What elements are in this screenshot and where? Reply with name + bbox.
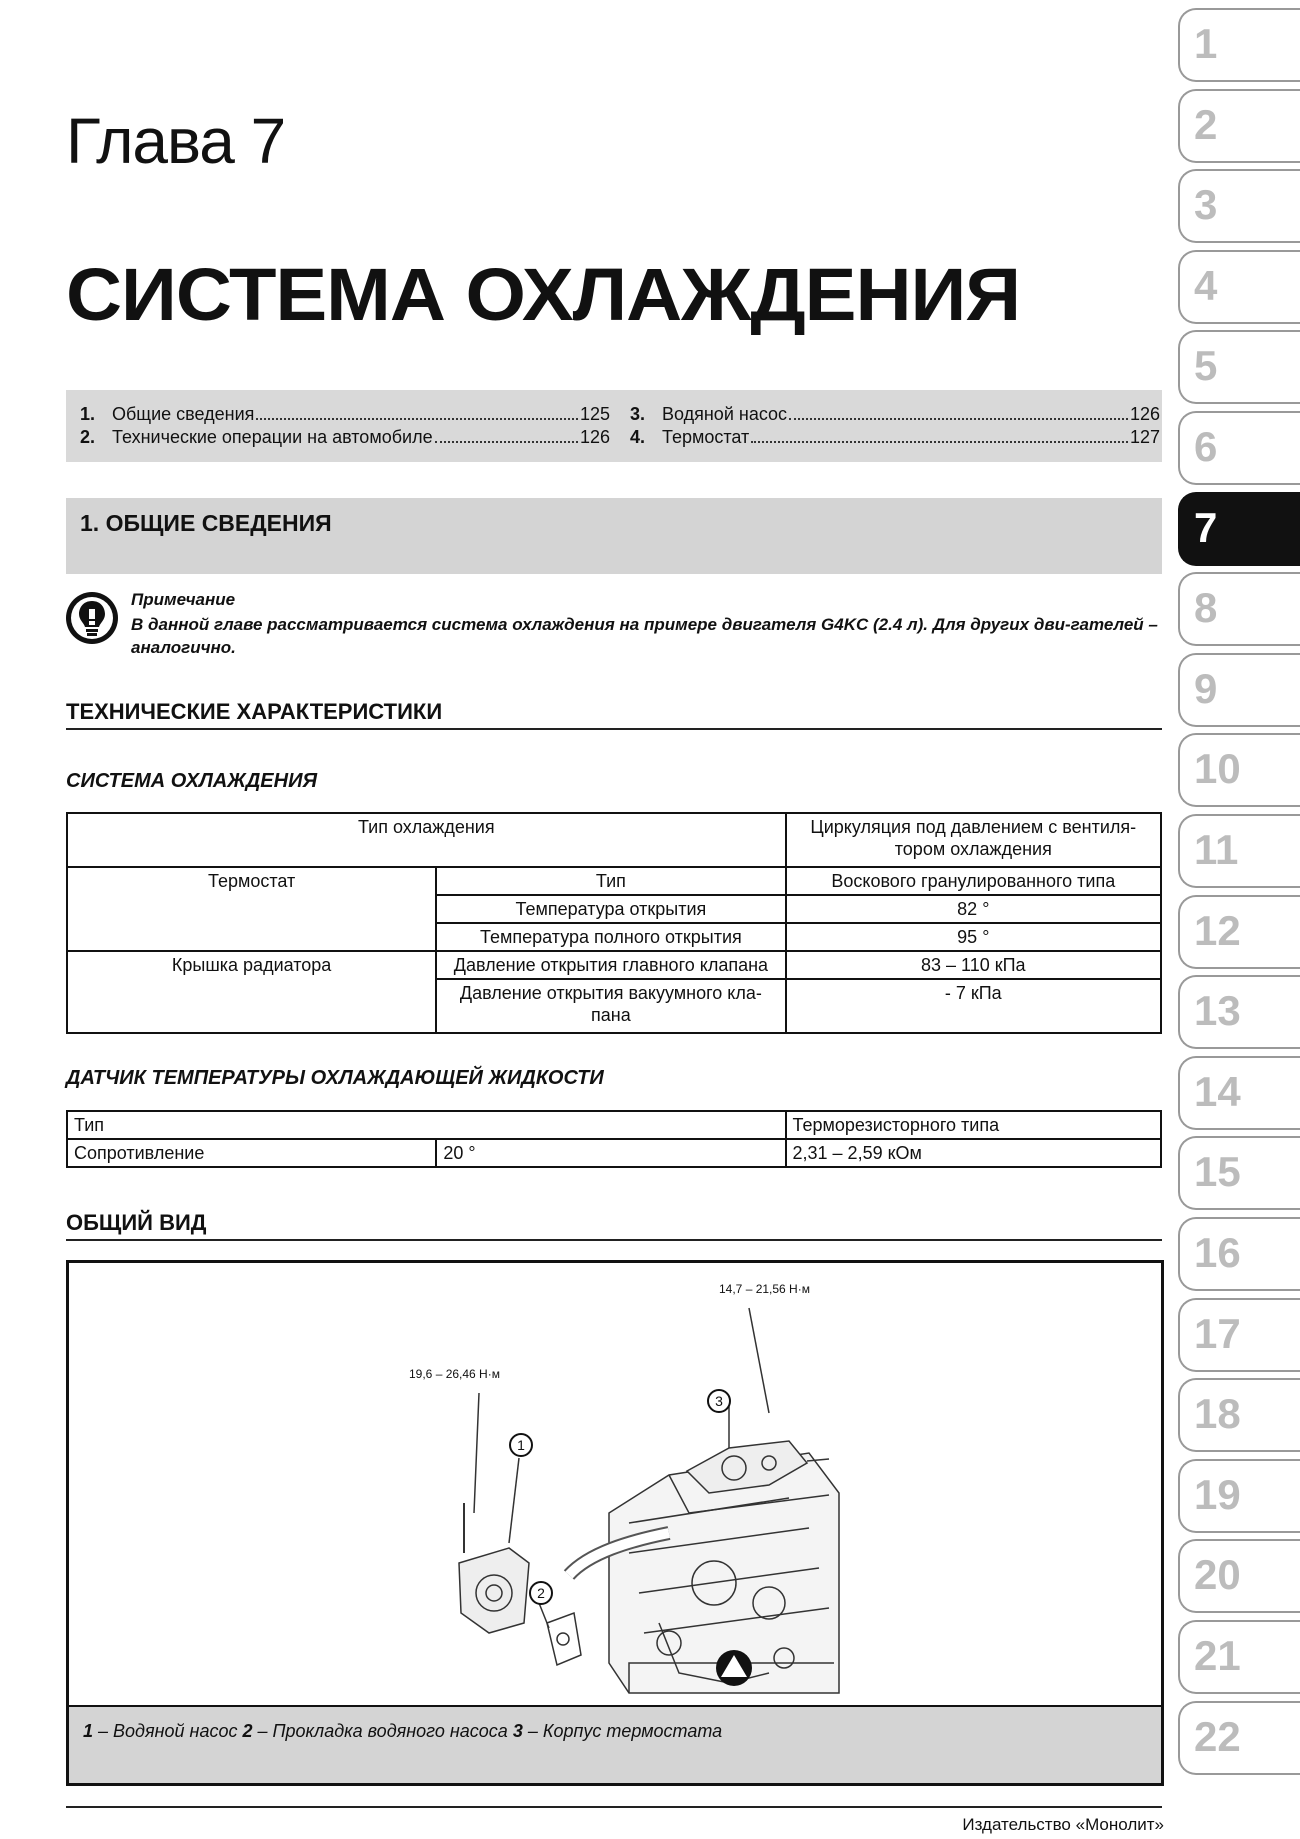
toc-item-page: 126 — [579, 427, 610, 447]
section-heading: 1. ОБЩИЕ СВЕДЕНИЯ — [80, 510, 332, 536]
chapter-tab-label: 1 — [1194, 20, 1218, 67]
chapter-tab-2[interactable] — [1178, 89, 1300, 163]
cooling-system-subheading: СИСТЕМА ОХЛАЖДЕНИЯ — [66, 770, 318, 792]
table-row — [67, 813, 1161, 867]
chapter-tab-label: 21 — [1194, 1632, 1241, 1679]
chapter-tab-11[interactable] — [1178, 814, 1300, 888]
chapter-tab-3[interactable] — [1178, 169, 1300, 243]
toc-leader-dots — [751, 441, 1128, 443]
caption-text: – Корпус термостата — [522, 1721, 723, 1741]
table-cell: 20 ° — [436, 1139, 785, 1167]
table-cell: Температура полного открытия — [436, 923, 785, 951]
lightbulb-note-icon — [64, 590, 120, 646]
chapter-tab-label: 10 — [1194, 745, 1241, 793]
chapter-title: СИСТЕМА ОХЛАЖДЕНИЯ — [66, 253, 1021, 336]
chapter-tab-label: 8 — [1194, 584, 1218, 632]
toc-item-number: 2. — [80, 427, 96, 447]
figure-caption — [83, 1721, 722, 1742]
chapter-tab-label: 18 — [1194, 1390, 1241, 1438]
toc-item-number: 3. — [630, 404, 646, 424]
callout-label: 2 — [537, 1585, 545, 1601]
toc-item[interactable] — [630, 404, 1160, 427]
chapter-tab-15[interactable] — [1178, 1136, 1300, 1210]
chapter-tab-20[interactable] — [1178, 1539, 1300, 1613]
heading-rule — [66, 728, 1162, 730]
table-cell: Давление открытия главного клапана — [436, 951, 785, 979]
chapter-tab-label: 9 — [1194, 664, 1218, 712]
chapter-tab-4[interactable] — [1178, 250, 1300, 324]
table-row — [67, 867, 1161, 895]
chapter-tabs — [1178, 0, 1300, 1839]
callout-label: 3 — [715, 1393, 723, 1409]
toc-item[interactable] — [630, 427, 1160, 450]
torque-label-thermostat: 14,7 – 21,56 Н·м — [719, 1282, 810, 1296]
chapter-tab-label: 13 — [1194, 987, 1241, 1035]
caption-text: – Водяной насос — [93, 1721, 243, 1741]
toc-item-page: 126 — [1129, 404, 1160, 424]
toc-leader-dots — [256, 418, 578, 420]
toc-item[interactable] — [80, 404, 610, 427]
table-cell: Температура открытия — [436, 895, 785, 923]
chapter-tab-17[interactable] — [1178, 1298, 1300, 1372]
toc-leader-dots — [789, 418, 1128, 420]
table-cell: Тип — [436, 867, 785, 895]
table-cell: Тип охлаждения — [67, 813, 786, 867]
chapter-tab-21[interactable] — [1178, 1620, 1300, 1694]
figure-caption-band — [69, 1705, 1161, 1783]
chapter-tab-label: 19 — [1194, 1470, 1241, 1518]
caption-number: 2 — [242, 1721, 253, 1741]
table-cell: Циркуляция под давлением с вентиля-тором охлаждения — [786, 813, 1161, 867]
torque-label-pump: 19,6 – 26,46 Н·м — [409, 1367, 500, 1381]
note-title: Примечание — [131, 590, 236, 609]
chapter-tab-14[interactable] — [1178, 1056, 1300, 1130]
chapter-tab-7[interactable] — [1178, 492, 1300, 566]
toc-item-page: 125 — [579, 404, 610, 424]
chapter-tab-12[interactable] — [1178, 895, 1300, 969]
chapter-tab-13[interactable] — [1178, 975, 1300, 1049]
publisher-name: Издательство «Монолит» — [962, 1815, 1164, 1834]
chapter-tab-16[interactable] — [1178, 1217, 1300, 1291]
table-row — [67, 1139, 1161, 1167]
table-row — [67, 951, 1161, 979]
chapter-tab-label: 2 — [1194, 100, 1218, 148]
table-cell: Термостат — [67, 867, 436, 951]
caption-text: – Прокладка водяного насоса — [252, 1721, 513, 1741]
chapter-tab-label: 12 — [1194, 906, 1241, 954]
footer-rule — [66, 1806, 1162, 1808]
chapter-tab-label: 7 — [1194, 503, 1218, 551]
heading-rule — [66, 1239, 1162, 1241]
caption-number: 3 — [512, 1721, 523, 1741]
chapter-tab-18[interactable] — [1178, 1378, 1300, 1452]
publisher-logo-icon — [716, 1650, 752, 1686]
toc-column-right — [630, 404, 1160, 450]
chapter-tab-label: 3 — [1194, 181, 1218, 229]
engine-overview-figure — [66, 1260, 1164, 1786]
toc-item-page: 127 — [1129, 427, 1160, 447]
chapter-tab-22[interactable] — [1178, 1701, 1300, 1775]
chapter-tab-label: 4 — [1194, 261, 1218, 309]
section-heading-band — [66, 498, 1162, 574]
caption-number: 1 — [83, 1721, 94, 1741]
table-cell: 95 ° — [786, 923, 1161, 951]
toc-item-text: Термостат — [662, 427, 750, 447]
chapter-tab-label: 17 — [1194, 1309, 1241, 1357]
tech-specs-heading: ТЕХНИЧЕСКИЕ ХАРАКТЕРИСТИКИ — [66, 699, 443, 724]
chapter-tab-label: 5 — [1194, 342, 1218, 390]
table-cell: 82 ° — [786, 895, 1161, 923]
chapter-tab-label: 14 — [1194, 1067, 1241, 1115]
callout-label: 1 — [517, 1437, 525, 1453]
chapter-label: Глава 7 — [66, 105, 286, 177]
table-cell: Крышка радиатора — [67, 951, 436, 1033]
table-cell: - 7 кПа — [786, 979, 1161, 1033]
toc-item[interactable] — [80, 427, 610, 450]
chapter-toc — [66, 390, 1162, 462]
table-cell: Воскового гранулированного типа — [786, 867, 1161, 895]
note-body: В данной главе рассматривается система охлаждения на примере двигателя G4KC (2.4 л). Для других дви-гателей – аналогично. — [131, 615, 1158, 657]
table-cell: 2,31 – 2,59 кОм — [786, 1139, 1161, 1167]
chapter-tab-label: 22 — [1194, 1712, 1241, 1760]
table-cell: Сопротивление — [67, 1139, 436, 1167]
cooling-spec-table — [66, 812, 1162, 1034]
toc-item-number: 1. — [80, 404, 96, 424]
chapter-tab-6[interactable] — [1178, 411, 1300, 485]
table-cell: Давление открытия вакуумного кла-пана — [436, 979, 785, 1033]
toc-item-text: Водяной насос — [662, 404, 788, 424]
chapter-tab-19[interactable] — [1178, 1459, 1300, 1533]
toc-leader-dots — [435, 441, 578, 443]
table-cell: 83 – 110 кПа — [786, 951, 1161, 979]
toc-item-text: Общие сведения — [112, 404, 255, 424]
chapter-tab-label: 11 — [1194, 826, 1239, 873]
chapter-tab-label: 15 — [1194, 1148, 1241, 1196]
chapter-tab-label: 16 — [1194, 1229, 1241, 1276]
chapter-tab-label: 6 — [1194, 423, 1218, 470]
toc-item-text: Технические операции на автомобиле — [112, 427, 433, 447]
toc-column-left — [80, 404, 610, 450]
overview-heading: ОБЩИЙ ВИД — [66, 1210, 207, 1235]
chapter-tab-5[interactable] — [1178, 330, 1300, 404]
chapter-tab-8[interactable] — [1178, 572, 1300, 646]
engine-diagram — [69, 1263, 1161, 1703]
chapter-tab-9[interactable] — [1178, 653, 1300, 727]
table-row — [67, 1111, 1161, 1139]
table-cell: Терморезисторного типа — [786, 1111, 1161, 1139]
table-cell: Тип — [67, 1111, 786, 1139]
chapter-tab-label: 20 — [1194, 1551, 1241, 1599]
sensor-spec-table — [66, 1110, 1162, 1168]
chapter-tab-10[interactable] — [1178, 733, 1300, 807]
sensor-subheading: ДАТЧИК ТЕМПЕРАТУРЫ ОХЛАЖДАЮЩЕЙ ЖИДКОСТИ — [66, 1067, 604, 1089]
chapter-tab-1[interactable] — [1178, 8, 1300, 82]
toc-item-number: 4. — [630, 427, 646, 447]
